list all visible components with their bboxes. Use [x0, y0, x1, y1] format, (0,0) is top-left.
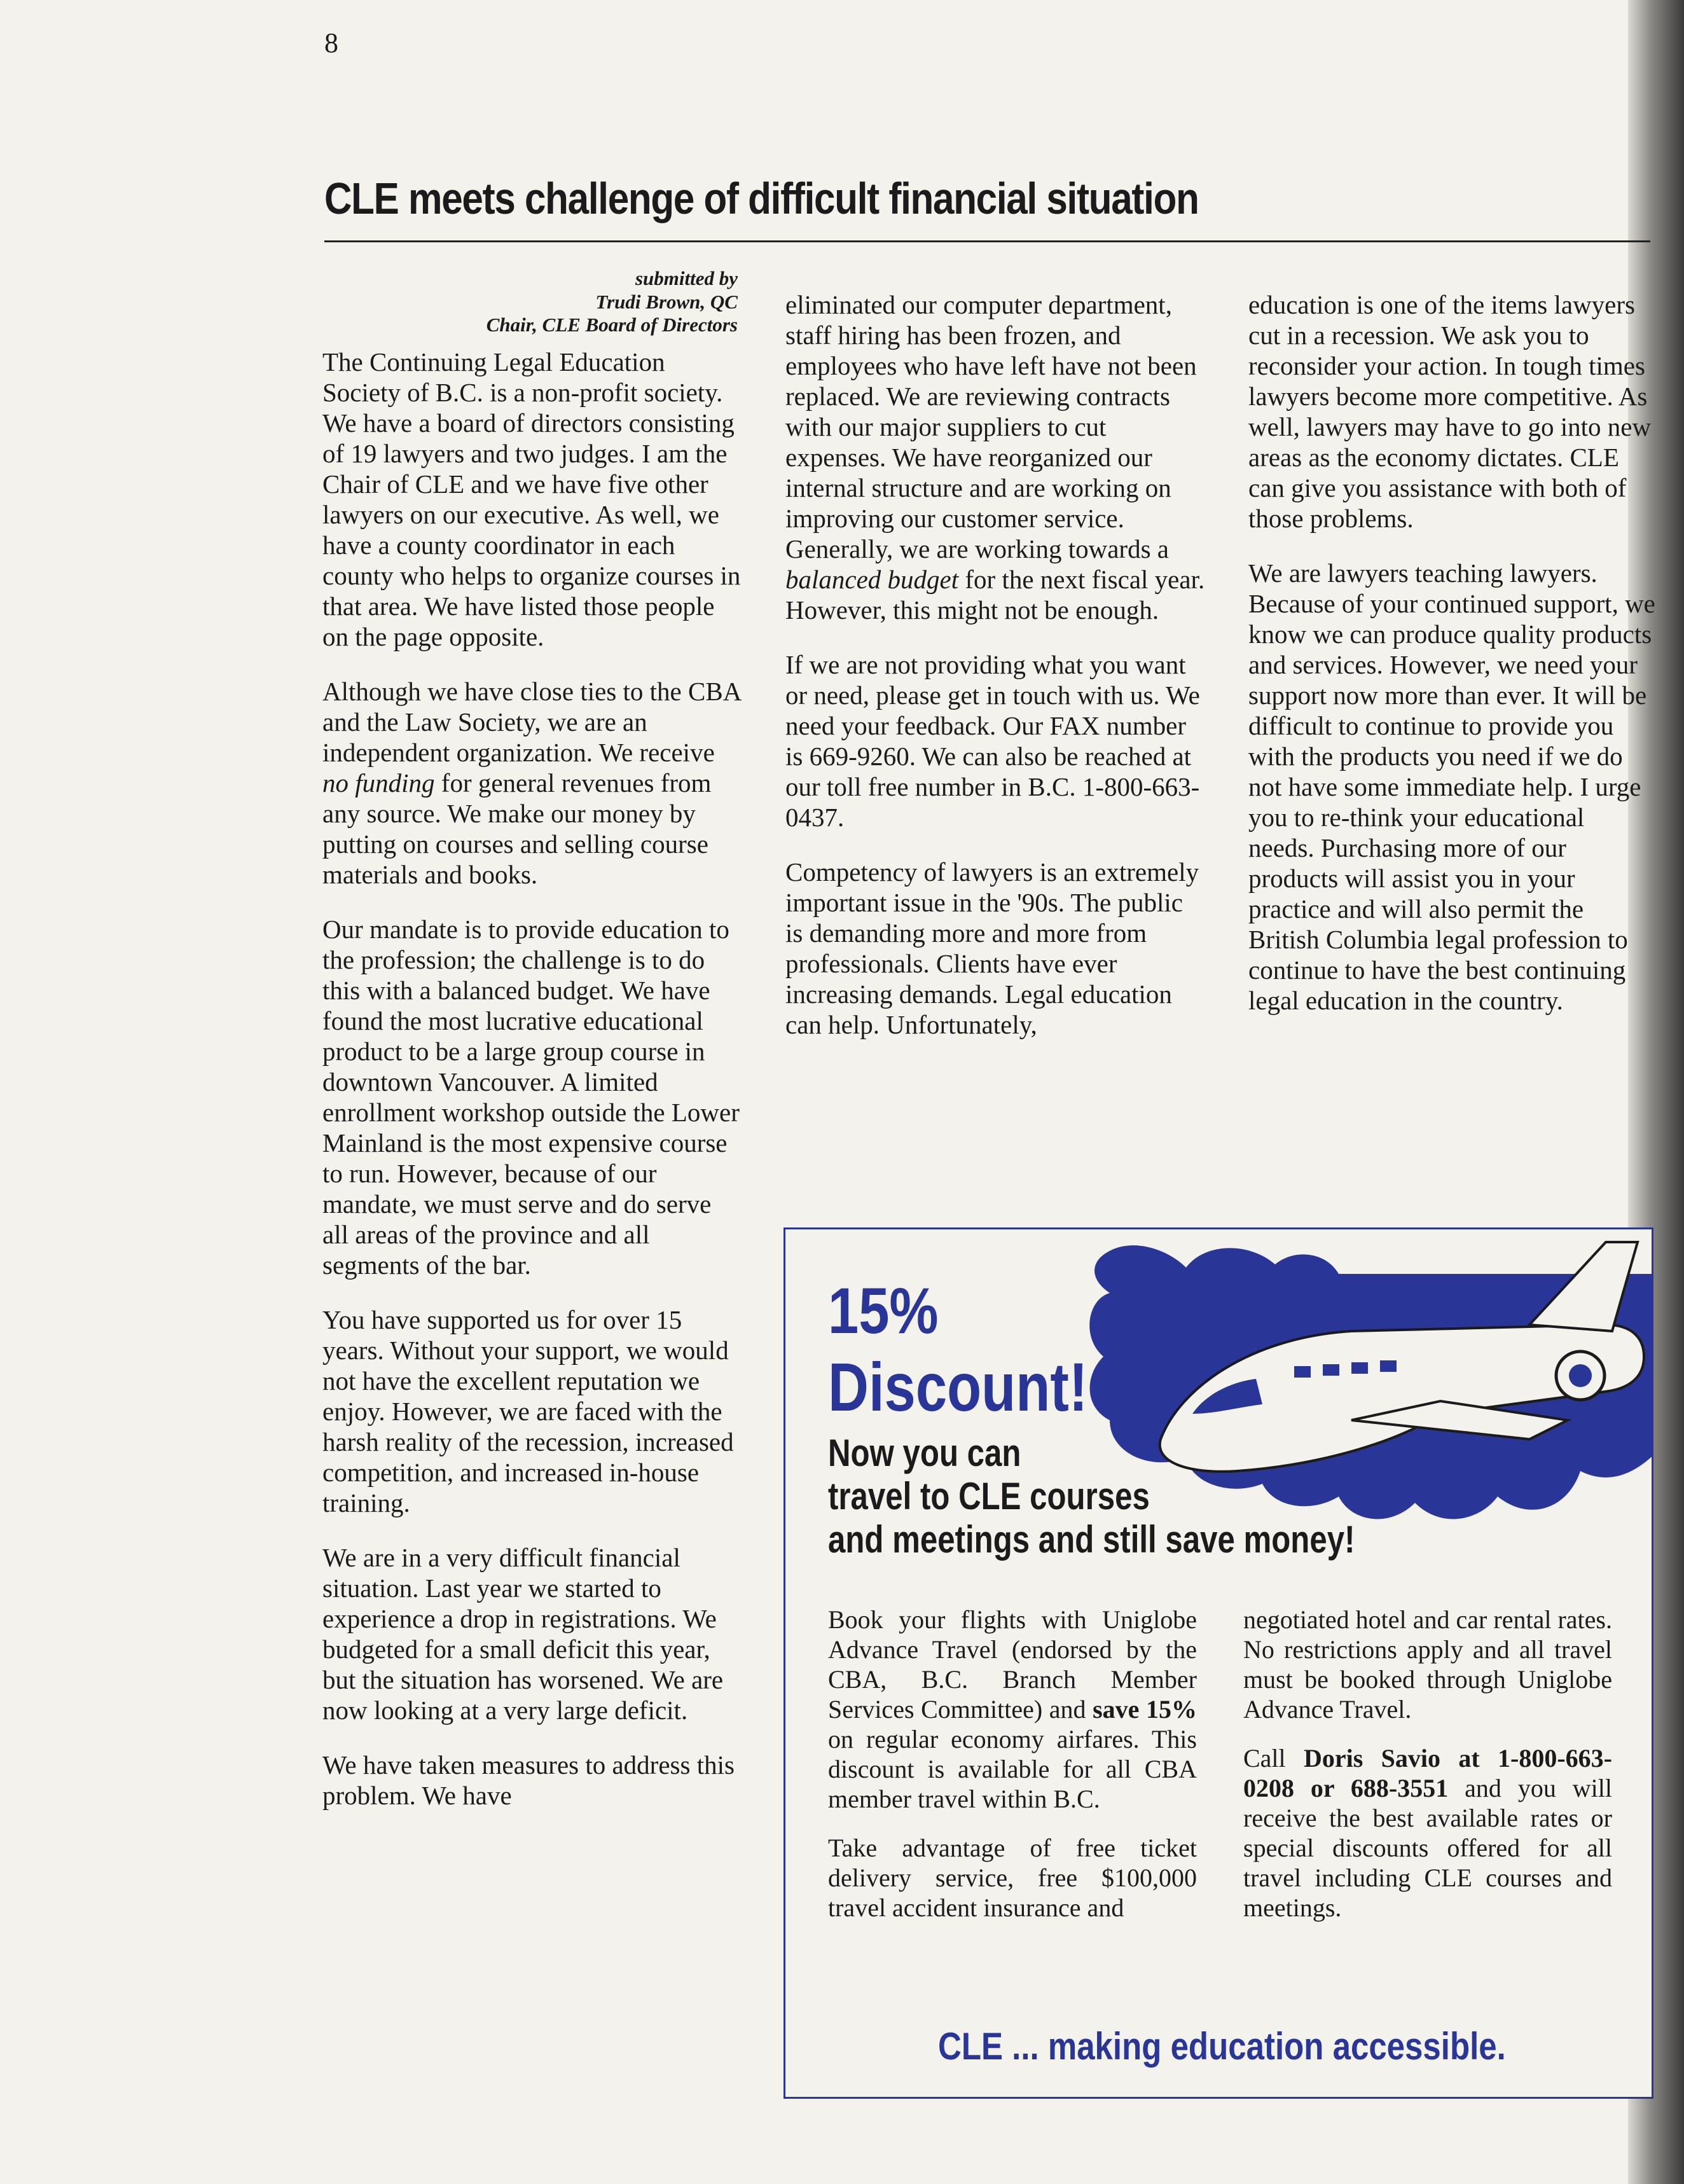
ad-paragraph: negotiated hotel and car rental rates. No restrictions apply and all travel must be booked through Uniglobe Advance Travel. [1243, 1605, 1612, 1724]
emphasis: balanced budget [785, 565, 959, 594]
article-column-1 [322, 347, 742, 1835]
byline-title: Chair, CLE Board of Directors [486, 314, 738, 336]
paragraph: eliminated our computer department, staff hiring has been frozen, and employees who have left have not been replaced. We are reviewing contracts with our major suppliers to cut expenses. We have reorganized our internal structure and are working on improving our customer service. Generally, we are working towards a balanced budget for the next fiscal year. However, this might not be enough. [785, 290, 1205, 625]
ad-column-1 [828, 1605, 1197, 1942]
ad-subheading-line: Now you can [828, 1432, 1021, 1474]
ad-subheading-line: travel to CLE courses [828, 1475, 1150, 1517]
paragraph: The Continuing Legal Education Society of B.C. is a non-profit society. We have a board of directors consisting of 19 lawyers and two judges. I am the Chair of CLE and we have five other lawyers on our executive. As well, we have a county coordinator in each county who helps to organize courses in that area. We have listed those people on the page opposite. [322, 347, 741, 651]
ad-subheading-line: and meetings and still save money! [828, 1518, 1355, 1561]
paragraph: If we are not providing what you want or need, please get in touch with us. We need your feedback. Our FAX number is 669-9260. We can also be reached at our toll free number in B.C. 1-800-663-0437. [785, 650, 1200, 832]
headline-rule [324, 240, 1650, 242]
paragraph: Competency of lawyers is an extremely important issue in the '90s. The public is demanding more and more from professionals. Clients have ever increasing demands. Legal education can help. Unfortunately, [785, 857, 1199, 1039]
ad-paragraph: Book your flights with Uniglobe Advance Travel (endorsed by the CBA, B.C. Branch Member Services Committee) and save 15% on regular economy airfares. This discount is available for all CBA member travel within B.C. [828, 1605, 1197, 1813]
headline: CLE meets challenge of difficult financial situation [324, 174, 1199, 223]
byline [324, 267, 738, 337]
article-column-3 [1248, 289, 1655, 1040]
ad-percent: 15% [828, 1275, 939, 1347]
ad-discount-heading: Discount! [828, 1348, 1088, 1425]
paragraph: We are lawyers teaching lawyers. Because of your continued support, we know we can produce quality products and services. However, we need your support now more than ever. It will be difficult to continue to provide you with the products you need if we do not have some immediate help. I urge you to re-think your educational needs. Purchasing more of our products will assist you in your practice and will also permit the British Columbia legal profession to continue to have the best continuing legal education in the country. [1248, 558, 1655, 1015]
paragraph: We have taken measures to address this problem. We have [322, 1750, 735, 1810]
paragraph: We are in a very difficult financial situation. Last year we started to experience a drop in registrations. We budgeted for a small deficit this year, but the situation has worsened. We are now looking at a very large deficit. [322, 1543, 724, 1725]
paragraph: Our mandate is to provide education to the profession; the challenge is to do this with a balanced budget. We have found the most lucrative educational product to be a large group course in downtown Vancouver. A limited enrollment workshop outside the Lower Mainland is the most expensive course to run. However, because of our mandate, we must serve and do serve all areas of the province and all segments of the bar. [322, 915, 740, 1280]
emphasis: no funding [322, 768, 435, 798]
byline-author: Trudi Brown, QC [595, 290, 738, 313]
paragraph: You have supported us for over 15 years. Without your support, we would not have the excellent reputation we enjoy. However, we are faced with the harsh reality of the recession, increased competition, and increased in-house training. [322, 1305, 734, 1517]
page-number: 8 [324, 27, 338, 59]
paragraph: Although we have close ties to the CBA and the Law Society, we are an independent organization. We receive no funding for general revenues from any source. We make our money by putting on courses and selling course materials and books. [322, 677, 741, 889]
ad-paragraph: Call Doris Savio at 1-800-663-0208 or 688-3551 and you will receive the best available rates or special discounts offered for all travel including CLE courses and meetings. [1243, 1744, 1612, 1922]
ad-paragraph: Take advantage of free ticket delivery service, free $100,000 travel accident insurance and [828, 1834, 1197, 1922]
ad-bold-text: Doris Savio at 1-800-663-0208 or 688-3551 [1243, 1744, 1612, 1802]
ad-column-2 [1243, 1605, 1612, 1942]
paragraph: education is one of the items lawyers cut in a recession. We ask you to reconsider your action. In tough times lawyers become more competitive. As well, lawyers may have to go into new areas as the economy dictates. CLE can give you assistance with both of those problems. [1248, 290, 1652, 533]
travel-discount-ad [783, 1227, 1653, 2099]
ad-tagline: CLE ... making education accessible. [938, 2025, 1506, 2068]
ad-subheading [828, 1432, 1623, 1561]
byline-submitted: submitted by [635, 267, 738, 289]
article-column-2 [785, 289, 1205, 1064]
ad-bold-text: save 15% [1093, 1695, 1197, 1724]
